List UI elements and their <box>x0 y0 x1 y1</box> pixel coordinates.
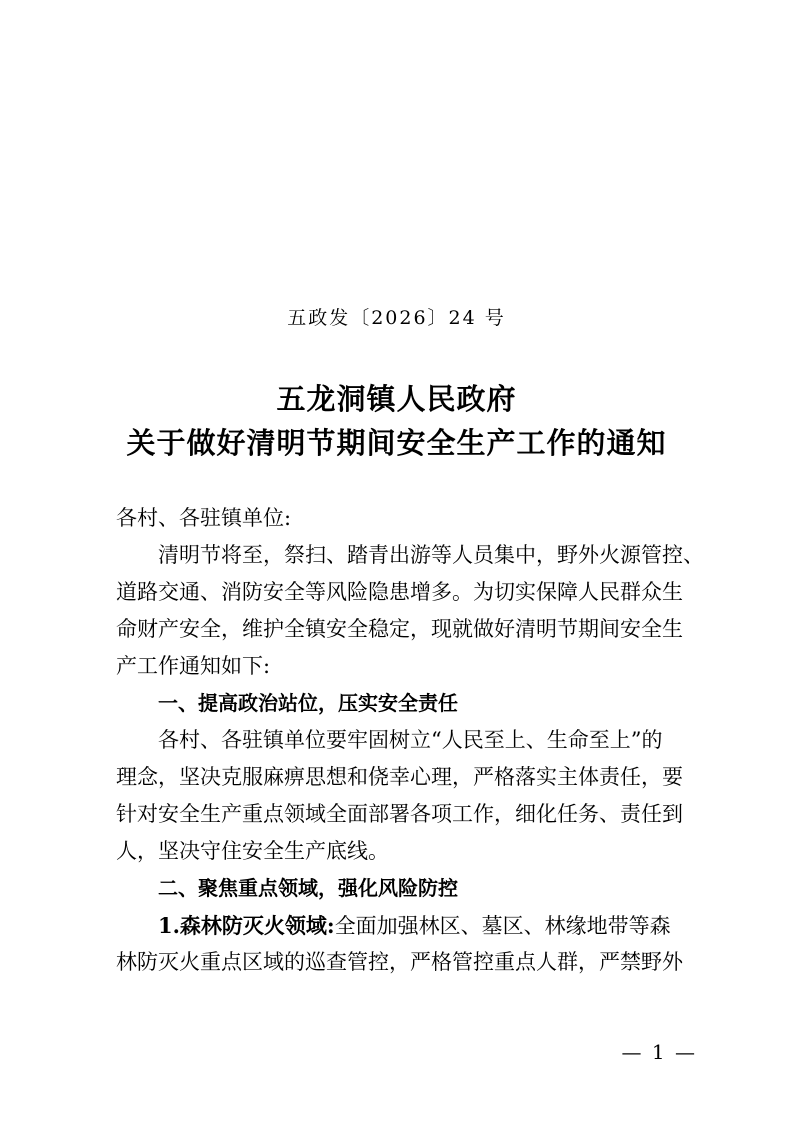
item-1-text: 全面加强林区、墓区、林缘地带等森 <box>334 914 671 938</box>
salutation: 各村、各驻镇单位: <box>116 506 292 530</box>
section-1-line: 理念，坚决克服麻痹思想和侥幸心理，严格落实主体责任，要 <box>116 765 683 789</box>
section-2-item-1 <box>116 907 702 981</box>
document-number: 五政发〔2026〕24 号 <box>287 307 506 329</box>
intro-line: 道路交通、消防安全等风险隐患增多。为切实保障人民群众生 <box>116 580 683 604</box>
intro-line: 产工作通知如下: <box>116 654 271 678</box>
section-1-line: 人，坚决守住安全生产底线。 <box>116 839 389 863</box>
item-1-label: 1.森林防灭火领域: <box>158 913 335 938</box>
section-1-heading: 一、提高政治站位，压实安全责任 <box>158 691 458 715</box>
document-body <box>116 500 702 981</box>
section-2-item-1-line <box>116 907 702 944</box>
intro-line: 命财产安全，维护全镇安全稳定，现就做好清明节期间安全生 <box>116 617 683 641</box>
section-2-heading: 二、聚焦重点领域，强化风险防控 <box>158 876 458 900</box>
intro-line: 清明节将至，祭扫、踏青出游等人员集中，野外火源管控、 <box>158 543 704 567</box>
section-1-line: 各村、各驻镇单位要牢固树立“人民至上、生命至上”的 <box>158 728 663 752</box>
section-2-item-1-line: 林防灭火重点区域的巡查管控，严格管控重点人群，严禁野外 <box>116 950 683 974</box>
intro-paragraph <box>116 537 702 685</box>
document-title-line-1: 五龙洞镇人民政府 <box>276 382 517 416</box>
section-1-line: 针对安全生产重点领域全面部署各项工作，细化任务、责任到 <box>116 802 683 826</box>
page-number: — 1 — <box>621 1040 697 1064</box>
document-title-line-2: 关于做好清明节期间安全生产工作的通知 <box>126 426 667 460</box>
section-1-paragraph <box>116 722 702 870</box>
